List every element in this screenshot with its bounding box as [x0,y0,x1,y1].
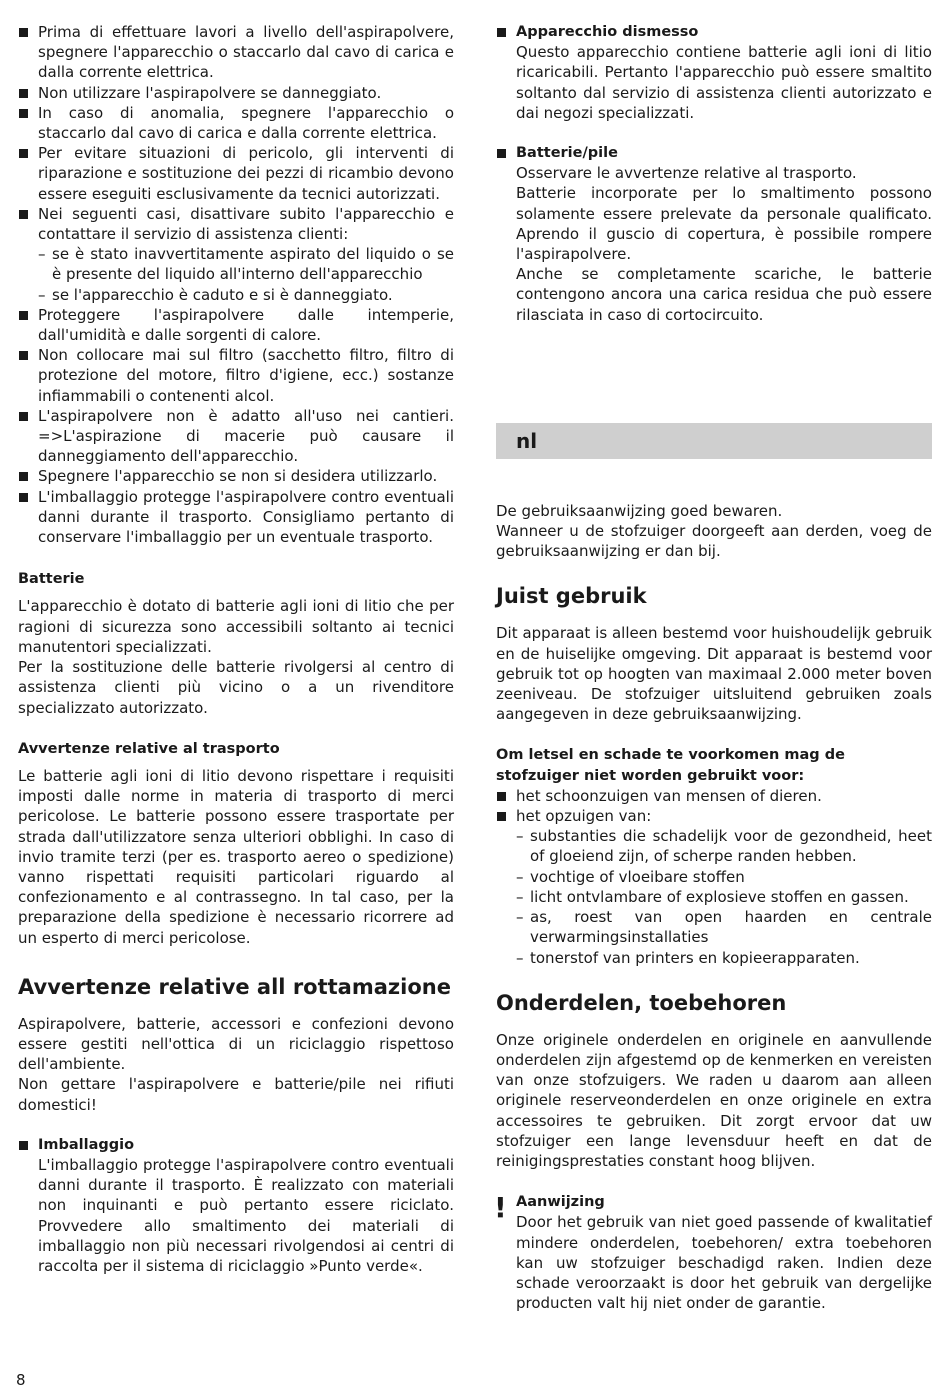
dash-item: – se l'apparecchio è caduto e si è danneggiato. [18,285,454,305]
intro-paragraph: Wanneer u de stofzuiger doorgeeft aan derden, voeg de gebruiksaanwijzing er dan bij. [496,522,932,561]
pile-paragraph: Batterie incorporate per lo smaltimento possono solamente essere prelevate da personale qualificato. Aprendo il guscio di copertura, è possibile rompere l'aspirapolvere. [516,184,932,264]
list-item: L'aspirapolvere non è adatto all'uso nei cantieri. =>L'aspirazione di macerie può causare il danneggiamento dell'apparecchio. [18,406,454,467]
list-item: Non utilizzare l'aspirapolvere se danneggiato. [18,83,454,103]
page-number: 8 [16,1371,26,1387]
trasporto-paragraph: Le batterie agli ioni di litio devono rispettare i requisiti imposti dalle norme in materia di trasporto di merci pericolose. Le batterie possono essere trasportate per strada dall'utilizzatore senza ulteriori obblighi. In caso di invio tramite terzi (per es. trasporto aereo o spedizione) vanno rispettati requisiti particolari riguardo al confezionamento e al contrassegno. In tal caso, per la preparazione della spedizione è necessario ricorrere ad un esperto di merci pericolose. [18,766,454,947]
left-column [18,22,454,1276]
list-item: Nei seguenti casi, disattivare subito l'apparecchio e contattare il servizio di assistenza clienti: [18,204,454,244]
intro-paragraph: De gebruiksaanwijzing goed bewaren. [496,501,783,520]
dash-item: – substanties die schadelijk voor de gezondheid, heet of gloeiend zijn, of scherpe randen hebben. [496,826,932,866]
list-item: L'imballaggio protegge l'aspirapolvere contro eventuali danni durante il trasporto. Consigliamo pertanto di conservare l'imballaggio per un eventuale trasporto. [18,487,454,548]
exclamation-icon: ! [494,1191,507,1225]
imballaggio-heading: Imballaggio [18,1135,454,1155]
dismesso-heading: Apparecchio dismesso [496,22,932,42]
notice-paragraph: Door het gebruik van niet goed passende of kwalitatief mindere onderdelen, toebehoren/ extra toebehoren kan uw stofzuiger beschadigd raken. Indien deze schade veroorzaakt is door het gebruik van dergelijke producten valt hij niet onder de garantie. [516,1213,932,1313]
notice-block [496,1192,932,1313]
list-item: Prima di effettuare lavori a livello dell'aspirapolvere, spegnere l'apparecchio o staccarlo dal cavo di carica e dalla corrente elettrica. [18,22,454,83]
dismesso-paragraph: Questo apparecchio contiene batterie agli ioni di litio ricaricabili. Pertanto l'apparecchio può essere smaltito soltanto dal servizio di assistenza clienti autorizzato e dai negozi specializzati. [516,43,932,122]
batterie-heading: Batterie [18,571,85,588]
list-item: het schoonzuigen van mensen of dieren. [496,786,932,806]
onderdelen-paragraph: Onze originele onderdelen en originele en aanvullende onderdelen zijn afgestemd op de kenmerken en vereisten van onze stofzuigers. We raden u daarom aan alleen originele reserveonderdelen en onze originele en extra accessoires te gebruiken. Dit zorgt ervoor dat uw stofzuiger een lange levensduur heeft en dat de reinigingsprestaties constant hoog blijven. [496,1030,932,1170]
dash-item: – licht ontvlambare of explosieve stoffen en gassen. [496,887,932,907]
imballaggio-paragraph: L'imballaggio protegge l'aspirapolvere contro eventuali danni durante il trasporto. È realizzato con materiali non inquinanti e può pertanto essere riciclato. Provvedere allo smaltimento dei materiali di imballaggio non più necessari rivolgendosi ai centri di raccolta per il sistema di riciclaggio »Punto verde«. [38,1155,454,1275]
dash-item: – tonerstof van printers en kopieerapparaten. [496,948,932,968]
rottamazione-paragraph: Aspirapolvere, batterie, accessori e confezioni devono essere gestiti nell'ottica di un riciclaggio rispettoso dell'ambiente. [18,1014,454,1074]
pile-heading: Batterie/pile [496,143,932,163]
dash-item: – as, roest van open haarden en centrale verwarmingsinstallaties [496,907,932,947]
right-column [496,22,932,1313]
pile-paragraph: Anche se completamente scariche, le batterie contengono ancora una carica residua che può essere rilasciata in caso di cortocircuito. [516,265,932,324]
onderdelen-heading: Onderdelen, toebehoren [496,990,787,1015]
batterie-paragraph: Per la sostituzione delle batterie rivolgersi al centro di assistenza clienti più vicino o a un rivenditore specializzato autorizzato. [18,658,454,717]
rottamazione-paragraph: Non gettare l'aspirapolvere e batterie/pile nei rifiuti domestici! [18,1075,454,1114]
letsel-heading: Om letsel en schade te voorkomen mag de stofzuiger niet worden gebruikt voor: [496,747,845,784]
list-item: Per evitare situazioni di pericolo, gli interventi di riparazione e sostituzione dei pezzi di ricambio devono essere eseguiti esclusivamente da tecnici autorizzati. [18,143,454,204]
notice-heading: Aanwijzing [516,1194,605,1211]
list-item: Proteggere l'aspirapolvere dalle intemperie, dall'umidità e dalle sorgenti di calore. [18,305,454,345]
language-section-header: nl [496,423,932,459]
dash-item: – se è stato inavvertitamente aspirato del liquido o se è presente del liquido all'interno dell'apparecchio [18,244,454,284]
dash-item: – vochtige of vloeibare stoffen [496,867,932,887]
pile-paragraph: Osservare le avvertenze relative al trasporto. [516,164,857,183]
list-item: Spegnere l'apparecchio se non si desidera utilizzarlo. [18,466,454,486]
gebruik-paragraph: Dit apparaat is alleen bestemd voor huishoudelijk gebruik en de huiselijke omgeving. Dit apparaat is bestemd voor gebruik tot op hoogten van maximaal 2.000 meter boven zeeniveau. De stofzuiger uitsluitend gebruiken zoals aangegeven in deze gebruiksaanwijzing. [496,624,932,724]
gebruik-heading: Juist gebruik [496,584,647,609]
list-item: In caso di anomalia, spegnere l'apparecchio o staccarlo dal cavo di carica e dalla corrente elettrica. [18,103,454,143]
list-item: Non collocare mai sul filtro (sacchetto filtro, filtro di protezione del motore, filtro d'igiene, ecc.) sostanze infiammabili o contenenti alcol. [18,345,454,406]
trasporto-heading: Avvertenze relative al trasporto [18,740,280,757]
list-item: het opzuigen van: [496,806,932,826]
rottamazione-heading: Avvertenze relative all rottamazione [18,974,451,999]
batterie-paragraph: L'apparecchio è dotato di batterie agli ioni di litio che per ragioni di sicurezza sono accessibili soltanto ai tecnici manutentori specializzati. [18,597,454,656]
